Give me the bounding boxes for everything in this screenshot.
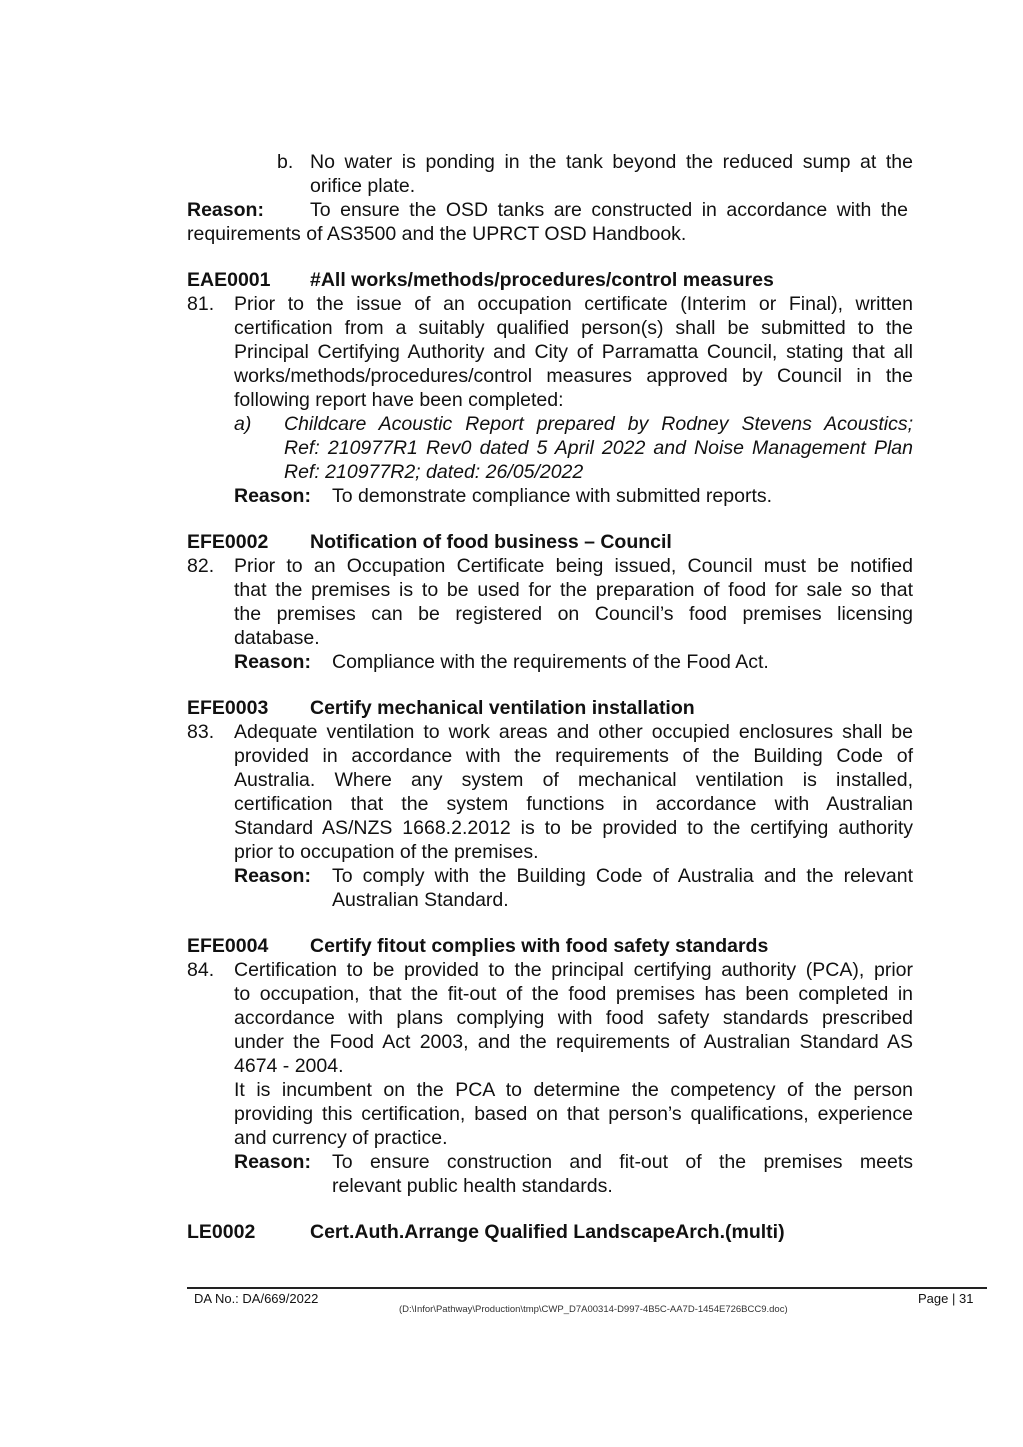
condition-text: certification that the system functions in accordance with Australian <box>234 793 913 815</box>
condition-title: Notification of food business – Council <box>310 531 672 553</box>
footer-da-number: DA No.: DA/669/2022 <box>194 1291 319 1306</box>
condition-code: EFE0003 <box>187 697 269 719</box>
condition-text: Prior to the issue of an occupation certificate (Interim or Final), written <box>234 293 913 315</box>
condition-code: EFE0004 <box>187 935 269 957</box>
condition-text: works/methods/procedures/control measures approved by Council in the <box>234 365 913 387</box>
list-item-text: orifice plate. <box>310 175 416 197</box>
reason-text: Australian Standard. <box>332 889 509 911</box>
reason-text: relevant public health standards. <box>332 1175 613 1197</box>
reason-text: To ensure the OSD tanks are constructed in accordance with the <box>310 199 908 221</box>
condition-text: accordance with plans complying with food safety standards prescribed <box>234 1007 913 1029</box>
condition-text: and currency of practice. <box>234 1127 448 1149</box>
footer-file-path: (D:\Infor\Pathway\Production\tmp\CWP_D7A00314-D997-4B5C-AA7D-1454E726BCC9.doc) <box>399 1304 788 1315</box>
reason-text: To comply with the Building Code of Australia and the relevant <box>332 865 913 887</box>
sub-item-text: Childcare Acoustic Report prepared by Rodney Stevens Acoustics; <box>284 413 913 435</box>
condition-title: Certify fitout complies with food safety standards <box>310 935 769 957</box>
condition-text: Certification to be provided to the principal certifying authority (PCA), prior <box>234 959 913 981</box>
condition-text: Standard AS/NZS 1668.2.2012 is to be provided to the certifying authority <box>234 817 913 839</box>
sub-item-text: Ref: 210977R1 Rev0 dated 5 April 2022 and Noise Management Plan <box>284 437 913 459</box>
condition-text: following report have been completed: <box>234 389 564 411</box>
condition-text: database. <box>234 627 320 649</box>
reason-label: Reason: <box>187 199 264 221</box>
condition-text: prior to occupation of the premises. <box>234 841 539 863</box>
condition-number: 82. <box>187 555 215 577</box>
condition-title: Cert.Auth.Arrange Qualified LandscapeArch.(multi) <box>310 1221 785 1243</box>
condition-code: EFE0002 <box>187 531 269 553</box>
condition-text: Adequate ventilation to work areas and other occupied enclosures shall be <box>234 721 913 743</box>
condition-code: LE0002 <box>187 1221 256 1243</box>
condition-text: Prior to an Occupation Certificate being issued, Council must be notified <box>234 555 913 577</box>
reason-label: Reason: <box>234 485 311 507</box>
reason-text: To demonstrate compliance with submitted reports. <box>332 485 773 507</box>
condition-title: Certify mechanical ventilation installation <box>310 697 695 719</box>
list-item-label: b. <box>277 151 294 173</box>
condition-code: EAE0001 <box>187 269 271 291</box>
reason-text: To ensure construction and fit-out of the premises meets <box>332 1151 913 1173</box>
condition-number: 81. <box>187 293 215 315</box>
condition-text: providing this certification, based on that person’s qualifications, experience <box>234 1103 913 1125</box>
list-item-text: No water is ponding in the tank beyond the reduced sump at the <box>310 151 913 173</box>
condition-text: It is incumbent on the PCA to determine the competency of the person <box>234 1079 913 1101</box>
condition-number: 84. <box>187 959 215 981</box>
condition-title: #All works/methods/procedures/control measures <box>310 269 774 291</box>
condition-text: Australia. Where any system of mechanical ventilation is installed, <box>234 769 913 791</box>
condition-text: Principal Certifying Authority and City of Parramatta Council, stating that all <box>234 341 913 363</box>
reason-label: Reason: <box>234 1151 311 1173</box>
reason-text: requirements of AS3500 and the UPRCT OSD Handbook. <box>187 223 687 245</box>
footer-divider <box>187 1287 987 1289</box>
condition-text: the premises can be registered on Council’s food premises licensing <box>234 603 913 625</box>
condition-text: certification from a suitably qualified person(s) shall be submitted to the <box>234 317 913 339</box>
condition-text: to occupation, that the fit-out of the food premises has been completed in <box>234 983 913 1005</box>
condition-text: that the premises is to be used for the preparation of food for sale so that <box>234 579 913 601</box>
reason-label: Reason: <box>234 865 311 887</box>
sub-item-text: Ref: 210977R2; dated: 26/05/2022 <box>284 461 584 483</box>
reason-label: Reason: <box>234 651 311 673</box>
sub-item-label: a) <box>234 413 252 435</box>
condition-text: 4674 - 2004. <box>234 1055 344 1077</box>
reason-text: Compliance with the requirements of the Food Act. <box>332 651 769 673</box>
condition-number: 83. <box>187 721 215 743</box>
condition-text: provided in accordance with the requirements of the Building Code of <box>234 745 913 767</box>
condition-text: under the Food Act 2003, and the requirements of Australian Standard AS <box>234 1031 913 1053</box>
footer-page-number: Page | 31 <box>918 1291 974 1306</box>
